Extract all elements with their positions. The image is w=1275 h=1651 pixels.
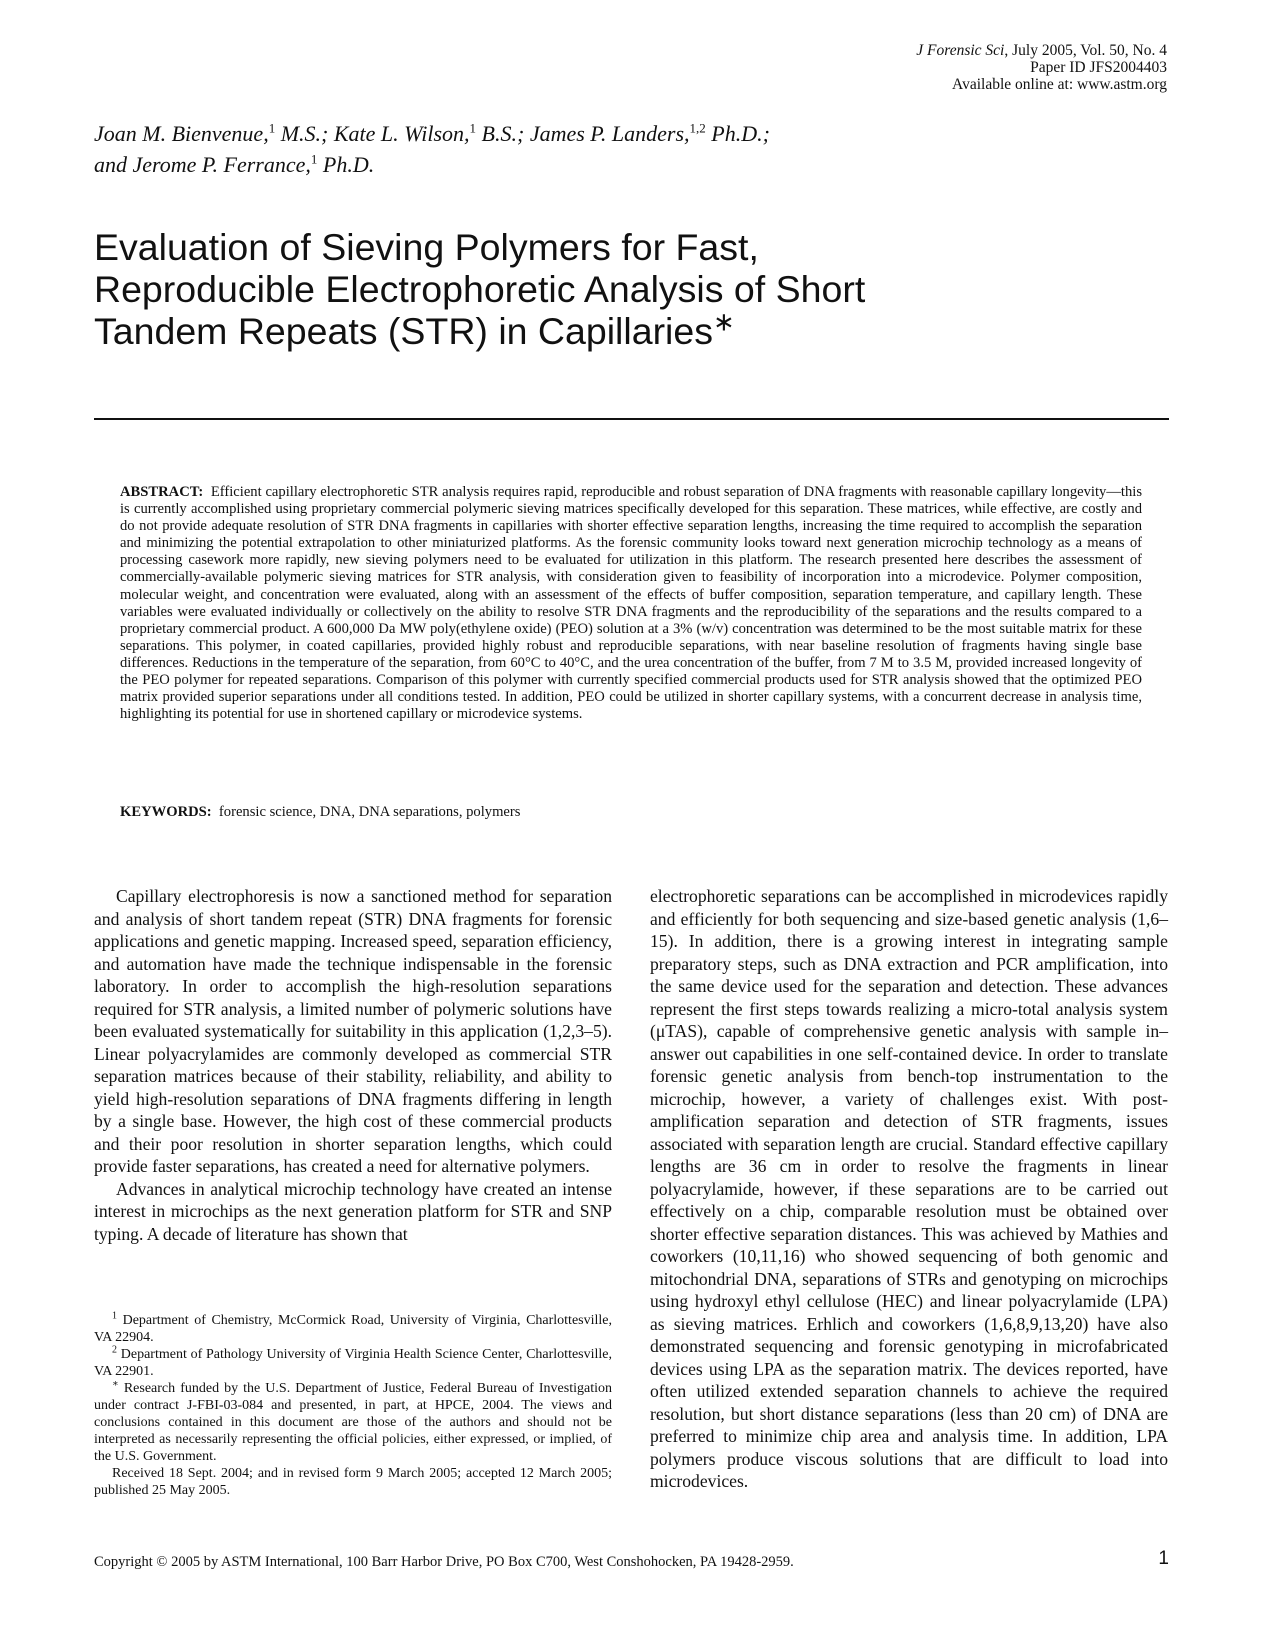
title-divider — [94, 418, 1169, 420]
body-column-left — [94, 885, 612, 1245]
keywords — [120, 803, 1120, 821]
paper-title — [94, 226, 994, 352]
title-footnote-marker: ∗ — [713, 306, 735, 337]
body-column-right — [650, 885, 1168, 1493]
available-online: Available online at: www.astm.org — [952, 76, 1167, 93]
abstract-text: Efficient capillary electrophoretic STR analysis requires rapid, reproducible and robust separation of DNA fragments with reasonable capillary longevity—this is currently accomplished using proprietary commercial polymeric sieving matrices specifically developed for this separation. These matrices, while effective, are costly and do not provide adequate resolution of STR DNA fragments in capillaries with shorter effective separation lengths, increasing the time required to accomplish the separation and minimizing the potential extrapolation to other miniaturized platforms. As the forensic community looks toward next generation microchip technology as a means of processing casework more rapidly, new sieving polymers need to be evaluated for utilization in this platform. The research presented here describes the assessment of commercially-available polymeric sieving matrices for STR analysis, with consideration given to feasibility of incorporation into a microdevice. Polymer composition, molecular weight, and concentration were evaluated, along with an assessment of the effects of buffer composition, separation temperature, and capillary length. These variables were evaluated individually or collectively on the ability to resolve STR DNA fragments and the reproducibility of the separations and the results compared to a proprietary commercial product. A 600,000 Da MW poly(ethylene oxide) (PEO) solution at a 3% (w/v) concentration was determined to be the most suitable matrix for these separations. This polymer, in coated capillaries, provided highly robust and reproducible separations, with near baseline resolution of fragments having single base differences. Reductions in the temperature of the separation, from 60°C to 40°C, and the urea concentration of the buffer, from 7 M to 3.5 M, provided increased longevity of the PEO polymer for repeated separations. Comparison of this polymer with currently specified commercial products used for STR analysis showed that the optimized PEO matrix provided superior separations under all conditions tested. In addition, PEO could be utilized in shorter capillary systems, with a concurrent decrease in analysis time, highlighting its potential for use in shortened capillary or microdevice systems. — [120, 484, 1143, 723]
journal-issue: , July 2005, Vol. 50, No. 4 — [1004, 42, 1167, 59]
paper-id: Paper ID JFS2004403 — [1030, 59, 1167, 76]
journal-citation — [667, 42, 1167, 59]
author: James P. Landers,$^{1,2}$ Ph.D.; — [529, 120, 770, 146]
page-number: 1 — [1158, 1548, 1169, 1569]
footnote: $^2$ Department of Pathology University of Virginia Health Science Center, Charlottesville, VA 22901. — [94, 1344, 613, 1379]
title-line-3: Tandem Repeats (STR) in Capillaries∗ — [94, 306, 735, 352]
body-paragraph: Advances in analytical microchip technology have created an intense interest in microchips as the next generation platform for STR and SNP typing. A decade of literature has shown that — [94, 1178, 612, 1244]
keywords-text: forensic science, DNA, DNA separations, polymers — [218, 804, 521, 820]
abstract-label: ABSTRACT: — [120, 484, 204, 500]
body-paragraph: electrophoretic separations can be accomplished in microdevices rapidly and efficiently for both sequencing and size-based genetic analysis (1,6–15). In addition, there is a growing interest in integrating sample preparatory steps, such as DNA extraction and PCR amplification, into the same device used for the separation and detection. These advances represent the first steps towards realizing a micro-total analysis system (μTAS), capable of comprehensive genetic analysis with sample in–answer out capabilities in one self-contained device. In order to translate forensic genetic analysis from bench-top instrumentation to the microchip, however, a variety of challenges exist. With post-amplification separation and detection of STR fragments, issues associated with separation length are crucial. Standard effective capillary lengths are 36 cm in order to resolve the fragments in linear polyacrylamide, however, if these separations are to be carried out effectively on a chip, comparable resolution must be obtained over shorter effective separation distances. This was achieved by Mathies and coworkers (10,11,16) who showed sequencing of both genomic and mitochondrial DNA, separations of STRs and genotyping on microchips using hydroxyl ethyl cellulose (HEC) and linear polyacrylamide (LPA) as sieving matrices. Erhlich and coworkers (1,6,8,9,13,20) have also demonstrated sequencing and forensic genotyping in microfabricated devices using LPA as the separation matrix. The devices reported, have often utilized extended separation channels to achieve the required resolution, but short distance separations (less than 20 cm) of DNA are preferred to minimize chip area and analysis time. In addition, LPA polymers produce viscous solutions that are difficult to load into microdevices. — [650, 886, 1168, 1491]
body-paragraph: Capillary electrophoresis is now a sanctioned method for separation and analysis of short tandem repeat (STR) DNA fragments for forensic applications and genetic mapping. Increased speed, separation efficiency, and automation have made the technique indispensable in the forensic laboratory. In order to accomplish the high-resolution separations required for STR analysis, a limited number of polymeric solutions have been evaluated systematically for suitability in this application (1,2,3–5). Linear polyacrylamides are commonly developed as commercial STR separation matrices because of their stability, reliability, and ability to yield high-resolution separations of DNA fragments differing in length by a single base. However, the high cost of these commercial products and their poor resolution in shorter separation lengths, which could provide faster separations, has created a need for alternative polymers. — [94, 886, 612, 1176]
title-line-1: Evaluation of Sieving Polymers for Fast, — [94, 226, 759, 268]
footnote: $^1$ Department of Chemistry, McCormick Road, University of Virginia, Charlottesville, VA 22904. — [94, 1310, 612, 1345]
author-list — [94, 118, 1094, 180]
journal-name: J Forensic Sci — [916, 42, 1005, 59]
title-line-2: Reproducible Electrophoretic Analysis of Short — [94, 268, 866, 310]
journal-header — [667, 42, 1167, 93]
copyright-notice: Copyright © 2005 by ASTM International, 100 Barr Harbor Drive, PO Box C700, West Conshohocken, PA 19428-2959. — [94, 1554, 794, 1570]
author: and Jerome P. Ferrance,$^1$ Ph.D. — [94, 151, 375, 177]
author: Kate L. Wilson,$^1$ B.S.; — [333, 120, 525, 146]
received-dates: Received 18 Sept. 2004; and in revised form 9 March 2005; accepted 12 March 2005; published 25 May 2005. — [94, 1466, 612, 1498]
footnotes — [94, 1312, 612, 1499]
abstract — [120, 484, 1142, 723]
keywords-label: KEYWORDS: — [120, 804, 212, 820]
footnote: ∗ Research funded by the U.S. Department of Justice, Federal Bureau of Investigation under contract J-FBI-03-084 and presented, in part, at HPCE, 2004. The views and conclusions contained in this document are those of the authors and should not be interpreted as necessarily representing the official policies, either expressed, or implied, of the U.S. Government. — [94, 1378, 612, 1464]
author: Joan M. Bienvenue,$^1$ M.S.; — [94, 120, 329, 146]
